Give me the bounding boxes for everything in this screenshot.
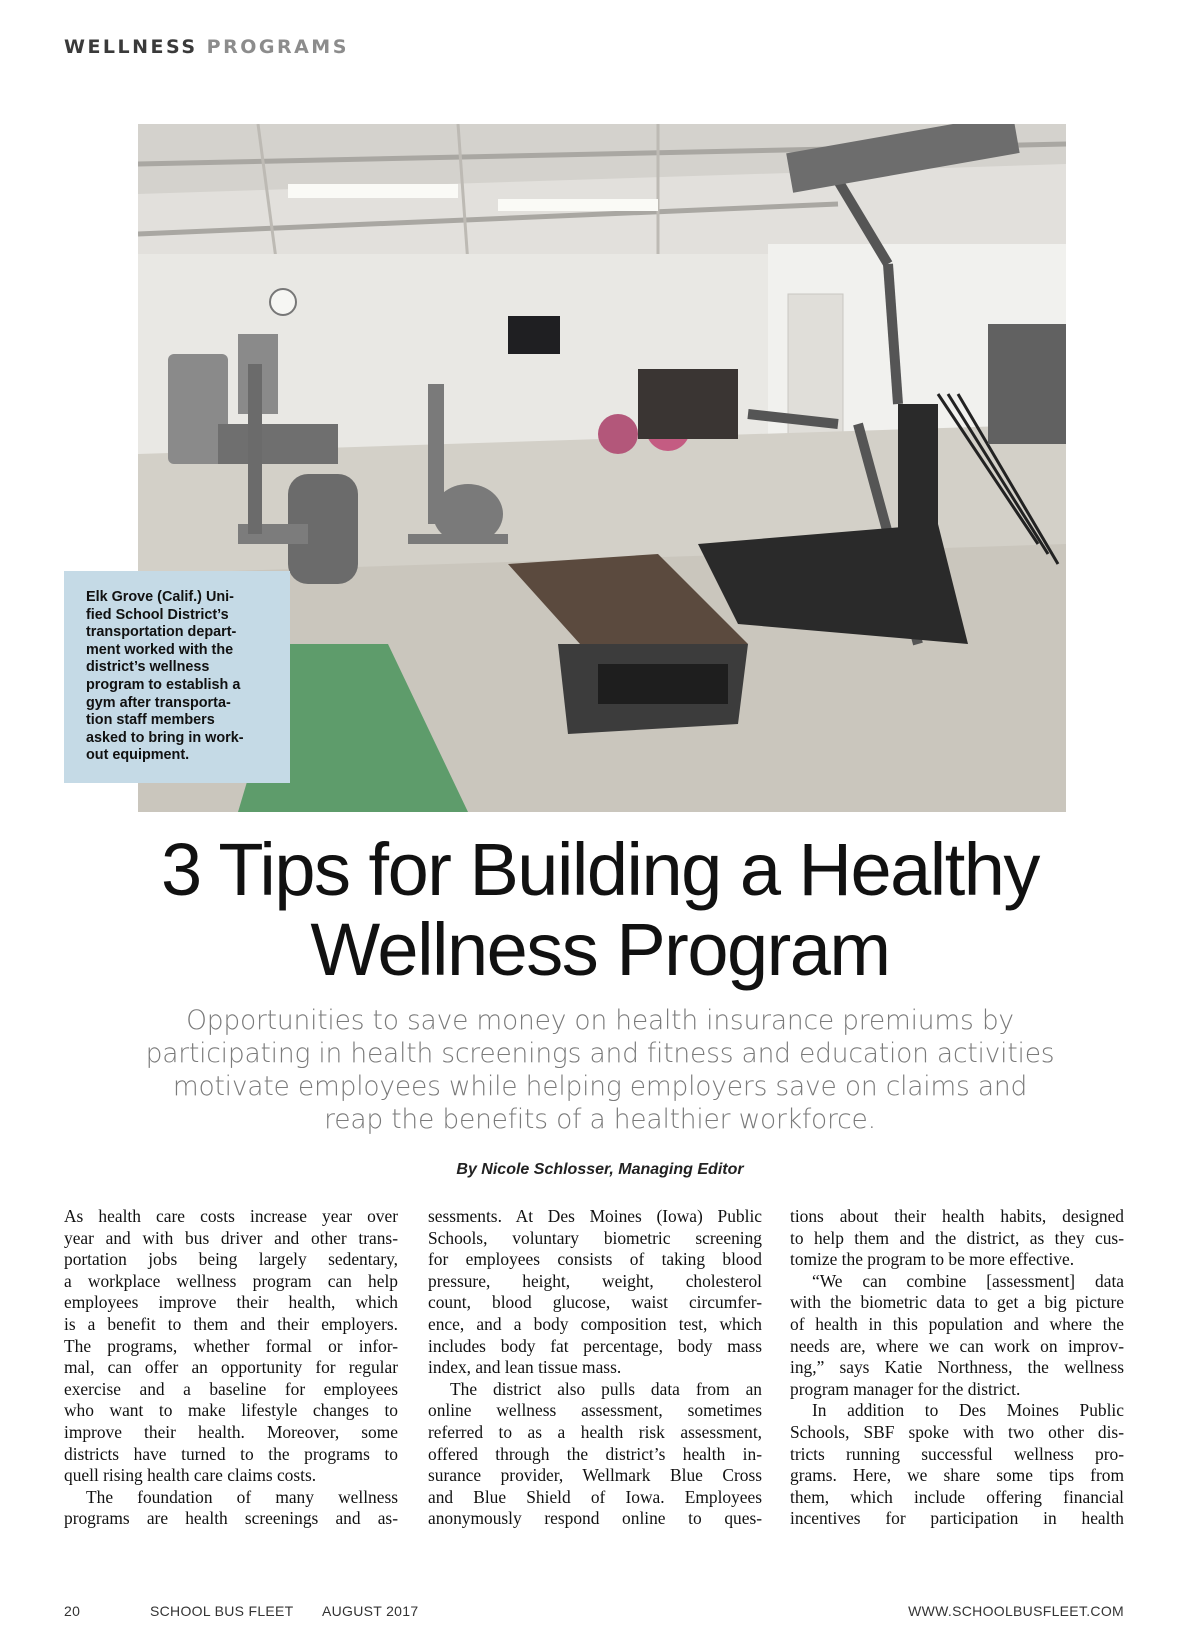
caption-line: out equipment. — [86, 747, 190, 764]
footer-issue: AUGUST 2017 — [322, 1603, 419, 1619]
body-line: Schools, SBF spoke with two other dis- — [790, 1421, 1124, 1442]
section-label — [64, 36, 349, 58]
photo-caption — [64, 571, 290, 783]
body-line: sessments. At Des Moines (Iowa) Public — [428, 1206, 762, 1226]
body-line: a workplace wellness program can help — [64, 1270, 398, 1291]
caption-line: ment worked with the — [86, 641, 234, 658]
deck-line: motivate employees while helping employers save on claims and — [172, 1071, 1028, 1102]
body-line: includes body fat percentage, body mass — [428, 1335, 762, 1356]
headline-line-2: Wellness Program — [310, 908, 890, 991]
deck-line: reap the benefits of a healthier workforce. — [324, 1104, 876, 1135]
headline-line-1: 3 Tips for Building a Healthy — [161, 828, 1039, 911]
body-line: of health in this population and where the — [790, 1313, 1124, 1334]
byline: By Nicole Schlosser, Managing Editor — [456, 1161, 744, 1178]
article-deck — [60, 1004, 1140, 1136]
caption-line: transportation depart- — [86, 624, 237, 641]
body-column-3 — [790, 1206, 1124, 1530]
body-line: pressure, height, weight, cholesterol — [428, 1270, 762, 1291]
body-line: year and with bus driver and other trans- — [64, 1227, 398, 1248]
body-line: tions about their health habits, designed — [790, 1206, 1124, 1226]
body-line: tricts running successful wellness pro- — [790, 1443, 1124, 1464]
body-line: online wellness assessment, sometimes — [428, 1400, 762, 1421]
body-line: employees improve their health, which — [64, 1292, 398, 1313]
caption-line: gym after transporta- — [86, 694, 231, 711]
deck-line: Opportunities to save money on health insurance premiums by — [186, 1005, 1014, 1036]
body-line: quell rising health care claims costs. — [64, 1465, 317, 1486]
footer-website: WWW.SCHOOLBUSFLEET.COM — [908, 1603, 1124, 1619]
deck-line: participating in health screenings and fitness and education activities — [145, 1038, 1055, 1069]
body-line: who want to make lifestyle changes to — [64, 1400, 398, 1421]
body-line: and Blue Shield of Iowa. Employees — [428, 1486, 762, 1507]
body-line: incentives for participation in health — [790, 1508, 1124, 1529]
section-word-wellness: WELLNESS — [64, 36, 198, 58]
body-line: count, blood glucose, waist circumfer- — [428, 1292, 762, 1313]
body-line: needs are, where we can work on improv- — [790, 1335, 1124, 1356]
body-line: referred to as a health risk assessment, — [428, 1421, 762, 1442]
caption-line: district’s wellness — [86, 659, 210, 676]
body-line: As health care costs increase year over — [64, 1206, 398, 1226]
body-line: offered through the district’s health in- — [428, 1443, 762, 1464]
body-line: with the biometric data to get a big picture — [790, 1292, 1124, 1313]
caption-line: fied School District’s — [86, 606, 229, 623]
caption-line: asked to bring in work- — [86, 729, 244, 746]
body-line: The foundation of many wellness — [86, 1486, 398, 1507]
footer-magazine: SCHOOL BUS FLEET — [150, 1603, 294, 1619]
body-line: programs are health screenings and as- — [64, 1508, 398, 1529]
body-line: exercise and a baseline for employees — [64, 1378, 398, 1399]
body-line: ing,” says Katie Northness, the wellness — [790, 1357, 1124, 1378]
body-line: portation jobs being largely sedentary, — [64, 1249, 398, 1270]
section-word-programs: PROGRAMS — [206, 36, 349, 58]
caption-line: Elk Grove (Calif.) Uni- — [86, 589, 234, 605]
article-headline — [40, 830, 1160, 990]
body-line: The district also pulls data from an — [450, 1378, 762, 1399]
body-line: to help them and the district, as they cus- — [790, 1227, 1124, 1248]
body-line: mal, can offer an opportunity for regular — [64, 1357, 398, 1378]
caption-line: tion staff members — [86, 712, 215, 729]
body-line: improve their health. Moreover, some — [64, 1421, 398, 1442]
body-line: “We can combine [assessment] data — [812, 1270, 1124, 1291]
caption-line: program to establish a — [86, 676, 241, 693]
body-line: districts have turned to the programs to — [64, 1443, 398, 1464]
body-line: anonymously respond online to ques- — [428, 1508, 762, 1529]
body-line: tomize the program to be more effective. — [790, 1249, 1075, 1270]
body-line: In addition to Des Moines Public — [812, 1400, 1124, 1421]
body-column-1 — [64, 1206, 398, 1530]
body-line: for employees consists of taking blood — [428, 1249, 762, 1270]
page-number: 20 — [64, 1603, 81, 1619]
body-line: is a benefit to them and their employers. — [64, 1313, 398, 1334]
body-line: The programs, whether formal or infor- — [64, 1335, 398, 1356]
body-column-2 — [428, 1206, 762, 1530]
body-line: grams. Here, we share some tips from — [790, 1465, 1124, 1486]
body-line: Schools, voluntary biometric screening — [428, 1227, 762, 1248]
body-line: ence, and a body composition test, which — [428, 1313, 762, 1334]
body-line: program manager for the district. — [790, 1378, 1021, 1399]
body-line: index, and lean tissue mass. — [428, 1357, 622, 1378]
body-line: surance provider, Wellmark Blue Cross — [428, 1465, 762, 1486]
body-line: them, which include offering financial — [790, 1486, 1124, 1507]
